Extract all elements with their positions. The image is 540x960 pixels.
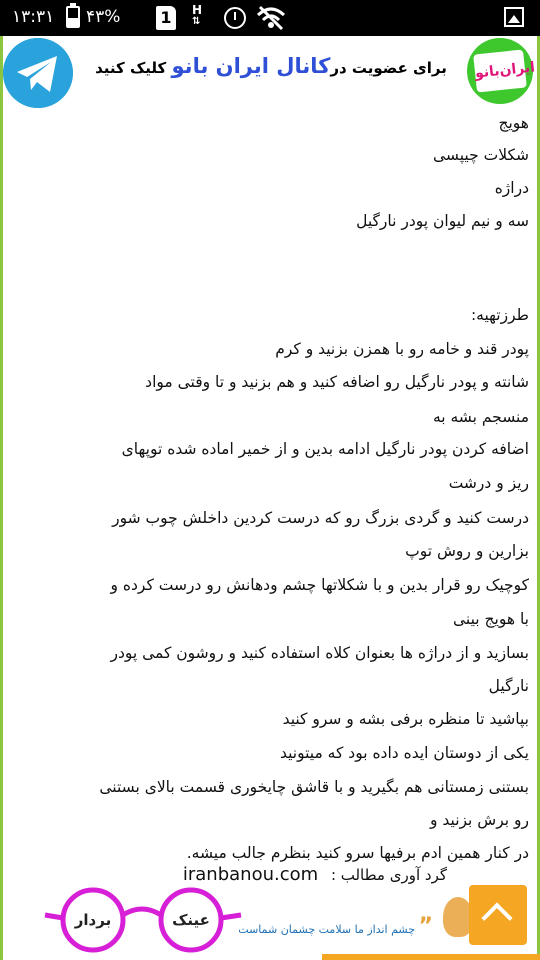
- status-time: ۱۳:۳۱: [12, 7, 55, 27]
- battery-icon: [66, 6, 80, 28]
- iranbanou-logo[interactable]: [467, 38, 536, 104]
- banner-text[interactable]: [81, 54, 461, 78]
- article-line: کوچیک رو قرار بدین و با شکلاتها چشم ودهانش رو درست کرده و: [110, 576, 529, 594]
- article-line: ریز و درشت: [448, 474, 529, 492]
- article-line: درست کنید و گردی بزرگ رو که درست کردین داخلش چوب شور: [112, 509, 529, 527]
- glasses-graphic: [43, 885, 243, 955]
- logo-lettering: ایران‌بانو: [473, 49, 527, 92]
- chevron-up-icon: [481, 902, 512, 933]
- scroll-to-top-button[interactable]: [469, 885, 527, 945]
- source-site-link[interactable]: iranbanou.com: [182, 864, 319, 885]
- bottom-accent-bar: [322, 954, 540, 960]
- status-bar: [0, 0, 540, 36]
- network-type-icon: H ⇅: [192, 3, 203, 27]
- article-line: نارگیل: [488, 677, 529, 695]
- article-line: طرزتهیه:: [470, 306, 529, 324]
- battery-percent: ۴۳%: [86, 7, 121, 27]
- article-line: شانته و پودر نارگیل رو اضافه کنید و هم بزنید و تا وقتی مواد: [145, 373, 529, 391]
- article-line: هویج: [498, 114, 529, 132]
- banner-text-before: برای عضویت در: [330, 59, 447, 77]
- telegram-banner[interactable]: [3, 36, 537, 106]
- article-line: بپاشید تا منظره برفی بشه و سرو کنید: [282, 710, 529, 728]
- right-lens-text: عینک: [172, 911, 210, 929]
- sim-icon: 1: [156, 6, 176, 30]
- article-line: بزارین و روش توپ: [405, 542, 529, 560]
- article-line: یکی از دوستان ایده داده بود که میتونید: [279, 744, 529, 762]
- channel-name: کانال ایران بانو: [171, 54, 331, 78]
- telegram-icon[interactable]: [3, 38, 73, 108]
- gallery-icon: [504, 7, 524, 27]
- article-line: پودر قند و خامه رو با همزن بزنید و کرم: [275, 340, 529, 358]
- alarm-icon: [224, 7, 246, 29]
- article-line: شکلات چیپسی: [433, 146, 529, 164]
- article-line: با هویج بینی: [453, 610, 529, 628]
- left-lens-text: بردار: [74, 911, 112, 929]
- eyeglasses-ad[interactable]: [3, 879, 537, 960]
- article-line: سه و نیم لیوان پودر نارگیل: [356, 212, 529, 230]
- article-line: بسازید و از دراژه ها بعنوان کلاه استفاده کنید و روشون کمی پودر: [110, 644, 529, 662]
- article-line: بستنی زمستانی هم بگیرید و با قاشق چایخوری قسمت بالای بستنی: [99, 778, 529, 796]
- article-line: اضافه کردن پودر نارگیل ادامه بدین و از خمیر اماده شده توپهای: [121, 440, 529, 458]
- wifi-muted-icon: [256, 5, 286, 31]
- source-label: گرد آوری مطالب :: [330, 866, 447, 884]
- ad-tagline: ” چشم انداز ما سلامت چشمان شماست: [238, 914, 433, 939]
- article-line: رو برش بزنید و: [429, 811, 529, 829]
- article-line: منسجم بشه به: [432, 408, 529, 426]
- article-line: دراژه: [494, 179, 529, 197]
- page-content: [0, 36, 540, 960]
- banner-text-after: کلیک کنید: [95, 59, 167, 77]
- quote-mark-icon: ”: [418, 914, 433, 939]
- article-line: در کنار همین ادم برفیها سرو کنید بنظرم جالب میشه.: [186, 844, 529, 862]
